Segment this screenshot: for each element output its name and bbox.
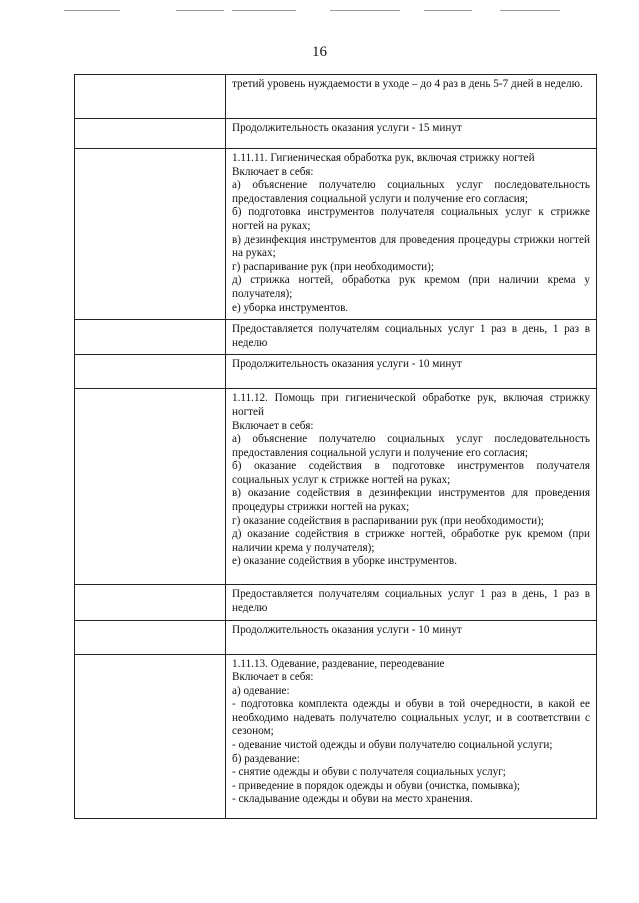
- text-line: Продолжительность оказания услуги - 10 минут: [232, 623, 462, 636]
- empty-cell: [75, 389, 226, 585]
- empty-cell: [75, 149, 226, 320]
- text-line: - складывание одежды и обуви на место хранения.: [232, 793, 473, 806]
- text-line: Продолжительность оказания услуги - 15 минут: [232, 122, 462, 134]
- empty-cell: [75, 585, 226, 620]
- text-line: г) распаривание рук (при необходимости);: [232, 260, 434, 273]
- cell-text: [226, 119, 596, 140]
- text-line: д) оказание содействия в стрижке ногтей, обработке рук кремом (при наличии крема у получателя);: [232, 528, 590, 554]
- service-description-cell: [226, 620, 597, 654]
- cell-text: [226, 355, 596, 376]
- cell-text: [226, 149, 596, 319]
- services-table: [74, 74, 597, 819]
- scan-artifact-line: [500, 10, 560, 11]
- empty-cell: [75, 654, 226, 818]
- text-line: в) оказание содействия в дезинфекции инструментов для проведения процедуры стрижки ногтей на руках;: [232, 487, 590, 514]
- text-line: в) дезинфекция инструментов для проведения процедуры стрижки ногтей на руках;: [232, 233, 590, 260]
- table-row: [75, 389, 597, 585]
- table-row: [75, 355, 597, 389]
- cell-text: [226, 320, 596, 354]
- text-line: е) уборка инструментов.: [232, 301, 349, 314]
- service-description-cell: [226, 355, 597, 389]
- text-line: - подготовка комплекта одежды и обуви в той очередности, в какой ее необходимо надевать получателю социальных услуг, и в соответствии с сезоном;: [232, 698, 590, 738]
- table-row: [75, 119, 597, 149]
- text-line: д) стрижка ногтей, обработка рук кремом (при наличии крема у получателя);: [232, 274, 590, 300]
- empty-cell: [75, 75, 226, 119]
- service-description-cell: [226, 119, 597, 149]
- text-line: - снятие одежды и обуви с получателя социальных услуг;: [232, 766, 506, 779]
- service-description-cell: [226, 654, 597, 818]
- text-line: 1.11.11. Гигиеническая обработка рук, включая стрижку ногтей: [232, 152, 535, 164]
- text-line: третий уровень нуждаемости в уходе – до 4 раз в день 5-7 дней в неделю.: [232, 78, 583, 90]
- service-description-cell: [226, 389, 597, 585]
- scan-artifact-line: [176, 10, 224, 11]
- text-line: Предоставляется получателям социальных услуг 1 раз в день, 1 раз в неделю: [232, 588, 590, 614]
- empty-cell: [75, 320, 226, 355]
- text-line: Включает в себя:: [232, 671, 314, 684]
- text-line: Предоставляется получателям социальных услуг 1 раз в день, 1 раз в неделю: [232, 323, 590, 349]
- text-line: - приведение в порядок одежды и обуви (очистка, помывка);: [232, 779, 521, 792]
- text-line: б) подготовка инструментов получателя социальных услуг к стрижке ногтей на руках;: [232, 206, 590, 232]
- empty-cell: [75, 620, 226, 654]
- table-row: [75, 75, 597, 119]
- service-description-cell: [226, 149, 597, 320]
- text-line: б) раздевание:: [232, 752, 300, 765]
- text-line: 1.11.13. Одевание, раздевание, переодевание: [232, 657, 445, 670]
- table-row: [75, 654, 597, 818]
- text-line: Включает в себя:: [232, 419, 314, 432]
- scan-artifact-line: [232, 10, 296, 11]
- text-line: е) оказание содействия в уборке инструментов.: [232, 555, 458, 568]
- scan-artifact-line: [424, 10, 472, 11]
- text-line: б) оказание содействия в подготовке инструментов получателя социальных услуг к стрижке ногтей на руках;: [232, 460, 590, 486]
- text-line: Включает в себя:: [232, 165, 314, 178]
- table-row: [75, 149, 597, 320]
- table-row: [75, 620, 597, 654]
- scan-artifact-line: [330, 10, 400, 11]
- table-row: [75, 585, 597, 620]
- page-number: 16: [312, 44, 327, 60]
- empty-cell: [75, 355, 226, 389]
- text-line: г) оказание содействия в распаривании рук (при необходимости);: [232, 514, 544, 527]
- service-description-cell: [226, 75, 597, 119]
- cell-text: [226, 389, 596, 573]
- cell-text: [226, 621, 596, 642]
- text-line: Продолжительность оказания услуги - 10 минут: [232, 358, 462, 371]
- cell-text: [226, 75, 596, 96]
- empty-cell: [75, 119, 226, 149]
- cell-text: [226, 585, 596, 619]
- text-line: а) объяснение получателю социальных услуг последовательность предоставления социальной услуги и получение его согласия;: [232, 433, 590, 459]
- text-line: а) объяснение получателю социальных услуг последовательность предоставления социальной услуги и получение его согласия;: [232, 179, 590, 205]
- table-row: [75, 320, 597, 355]
- service-description-cell: [226, 585, 597, 620]
- service-description-cell: [226, 320, 597, 355]
- scan-artifact-line: [64, 10, 120, 11]
- text-line: 1.11.12. Помощь при гигиенической обработке рук, включая стрижку ногтей: [232, 392, 590, 418]
- text-line: - одевание чистой одежды и обуви получателю социальной услуги;: [232, 739, 553, 752]
- text-line: а) одевание:: [232, 684, 290, 697]
- cell-text: [226, 655, 596, 812]
